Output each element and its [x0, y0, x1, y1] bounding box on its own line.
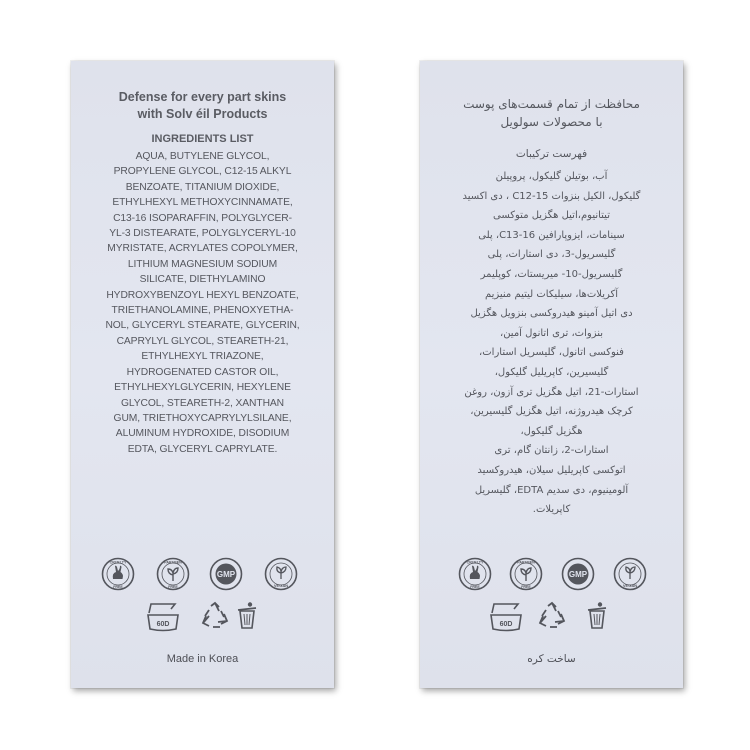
ingredients-heading-fa: فهرست ترکیبات	[515, 148, 588, 160]
right-box-panel	[420, 61, 683, 688]
badge-top-text: CRUELTY	[109, 560, 127, 565]
ingredients-list: AQUA, BUTYLENE GLYCOL, PROPYLENE GLYCOL, C12-15 ALKYL BENZOATE, TITANIUM DIOXIDE, ETHYLHEXYL METHOXYCINNAMATE, C13-16 ISOPARAFFIN, POLYGLYCER- YL-3 DISTEARATE, POLYGLYCERYL-10 MYRISTATE, ACRYLATES COPOLYMER, LITHIUM MAGNESIUM SODIUM SILICATE, DIETHYLAMINO HYDROXYBENZOYL HEXYL BENZOATE, TRIETHANOLAMINE, PHENOXYETHA- NOL, GLYCERYL STEARATE, GLYCERIN, CAPRYLYL GLYCOL, STEARETH-21, ETHYLHEXYL TRIAZONE, HYDROGENATED CASTOR OIL, ETHYLHEXYLGLYCERIN, HEXYLENE GLYCOL, STEARETH-2, XANTHAN GUM, TRIETHOXYCAPRYLYLSILANE, ALUMINUM HYDROXIDE, DISODIUM EDTA, GLYCERYL CAPRYLATE.	[105, 151, 300, 455]
badge-bottom-text: FREE	[470, 585, 480, 589]
badge-top-text: PARABEN	[164, 560, 182, 565]
disposal-icons	[71, 601, 334, 635]
made-in-label: Made in Korea	[166, 653, 239, 665]
vegan-icon	[613, 557, 647, 591]
badge-bottom-text: FREE	[113, 585, 123, 589]
certification-badges	[420, 557, 683, 593]
certification-badges	[71, 557, 334, 593]
disposal-icons	[420, 601, 683, 635]
recycle-icon	[200, 601, 230, 636]
badge-center-text: GMP	[568, 570, 588, 579]
badge-bottom-text: VEGAN	[622, 583, 638, 588]
pao-text: 60D	[156, 621, 170, 628]
left-box-panel	[71, 61, 334, 688]
ingredients-list-fa: آب، بوتیلن گلیکول، پروپیلن گلیکول، الکیل بنزوات C12-15 ، دی اکسید تیتانیوم،اتیل هگزیل متوکسی سینامات، ایزوپارافین C13-16، پلی گلیسریول-3، دی استارات، پلی گلیسریول-10- میریستات، کوپلیمر آکریلات‌ها، سیلیکات لیتیم منیزیم دی اتیل آمینو هیدروکسی بنزویل هگزیل بنزوات، تری اتانول آمین، فنوکسی اتانول، گلیسریل استارات، گلیسیرین، کاپریلیل گلیکول، استارات-21، اتیل هگزیل تری آزون، روغن کرچک هیدروژنه، اتیل هگزیل گلیسیرین، هگزیل گلیکول، استارات-2، زانتان گام، تری اتوکسی کاپریلیل سیلان، هیدروکسید آلومینیوم، دی سدیم EDTA، گلیسریل کاپریلات.	[462, 171, 641, 516]
badge-top-text: CRUELTY	[466, 560, 484, 565]
parabens-free-icon	[509, 557, 543, 591]
recycle-icon	[537, 601, 567, 636]
badge-bottom-text: FREE	[168, 585, 178, 589]
badge-center-text: GMP	[216, 570, 236, 579]
left-panel-title: Defense for every part skins with Solv éil Products	[118, 90, 287, 121]
gmp-icon	[561, 557, 595, 591]
made-in-label-fa: ساخت کره	[527, 653, 576, 665]
right-panel-title: محافظت از تمام قسمت‌های پوست با محصولات سولویل	[463, 97, 640, 129]
cruelty-free-icon	[101, 557, 135, 591]
period-after-opening-icon	[488, 601, 524, 638]
pao-text: 60D	[499, 621, 513, 628]
parabens-free-icon	[156, 557, 190, 591]
badge-bottom-text: VEGAN	[273, 583, 289, 588]
gmp-icon	[209, 557, 243, 591]
period-after-opening-icon	[145, 601, 181, 638]
cruelty-free-icon	[458, 557, 492, 591]
vegan-icon	[264, 557, 298, 591]
dispose-in-bin-icon	[234, 601, 260, 636]
badge-bottom-text: FREE	[521, 585, 531, 589]
dispose-in-bin-icon	[584, 601, 610, 636]
ingredients-heading: INGREDIENTS LIST	[151, 133, 254, 145]
badge-top-text: PARABEN	[517, 560, 535, 565]
